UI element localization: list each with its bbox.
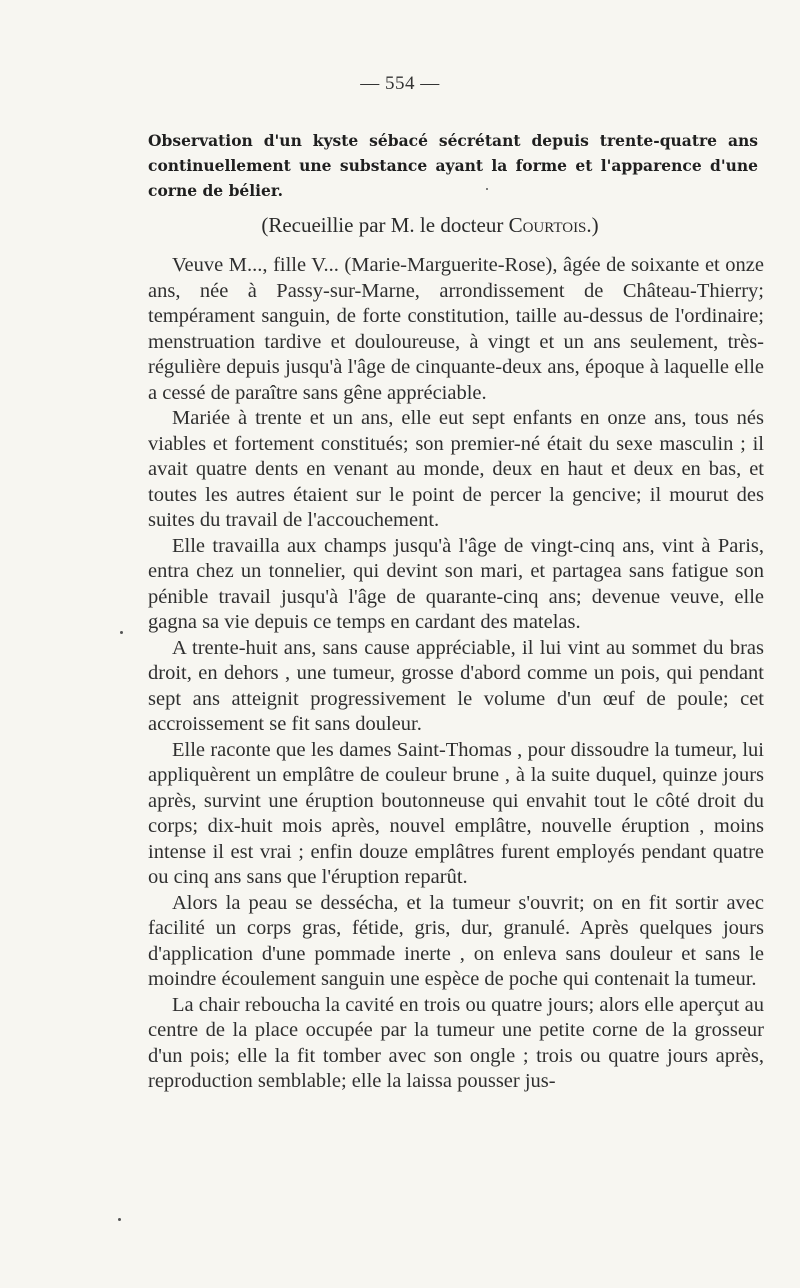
credit-line bbox=[0, 213, 800, 238]
observation-title: Observation d'un kyste sébacé sécrétant depuis trente-quatre ans continuellement une substance ayant la forme et l'apparence d'une corne de bélier. bbox=[148, 131, 758, 200]
paragraph-tumor-onset: A trente-huit ans, sans cause appréciable, il lui vint au sommet du bras droit, en dehors , une tumeur, grosse d'abord comme un pois, qui pendant sept ans atteignit progressivement le volume d'un œuf de poule; cet accroissement se fit sans douleur. bbox=[148, 636, 764, 735]
paragraph-horn-growth: La chair reboucha la cavité en trois ou quatre jours; alors elle aperçut au centre de la place occupée par la tumeur une petite corne de la grosseur d'un pois; elle la fit tomber avec son ongle ; trois ou quatre jours après, reproduction semblable; elle la laissa pousser jus- bbox=[148, 993, 764, 1092]
page-number: — 554 — bbox=[360, 73, 440, 94]
paper-speck bbox=[118, 1218, 121, 1221]
paragraph-tumor-opening: Alors la peau se dessécha, et la tumeur s'ouvrit; on en fit sortir avec facilité un corps gras, fétide, gris, dur, granulé. Après quelques jours d'application d'une pommade inerte , on enleva sans douleur et sans le moindre écoulement sanguin une espèce de poche qui contenait la tumeur. bbox=[148, 891, 764, 990]
credit-author-name: Courtois bbox=[508, 213, 587, 237]
paragraph-marriage-children: Mariée à trente et un ans, elle eut sept enfants en onze ans, tous nés viables et fortement constitués; son premier-né était du sexe masculin ; il avait quatre dents en venant au monde, deux en haut et deux en bas, et toutes les autres étaient sur le point de percer la gencive; il mourut des suites du travail de l'accouchement. bbox=[148, 407, 764, 531]
paper-speck bbox=[486, 188, 488, 190]
credit-prefix: (Recueillie par M. le docteur bbox=[261, 213, 509, 237]
body-text bbox=[148, 253, 764, 1095]
paragraph-patient-history: Veuve M..., fille V... (Marie-Marguerite-Rose), âgée de soixante et onze ans, née à Passy-sur-Marne, arrondissement de Château-Thierry; tempérament sanguin, de forte constitution, taille au-dessus de l'ordinaire; menstruation tardive et douloureuse, à vingt et un ans seulement, très-régulière depuis jusqu'à l'âge de cinquante-deux ans, époque à laquelle elle a cessé de paraître sans gêne appréciable. bbox=[148, 254, 764, 404]
credit-suffix: .) bbox=[586, 213, 599, 237]
paragraph-plaster-treatment: Elle raconte que les dames Saint-Thomas , pour dissoudre la tumeur, lui appliquèrent un emplâtre de couleur brune , à la suite duquel, quinze jours après, survint une éruption boutonneuse qui envahit tout le côté droit du corps; dix-huit mois après, nouvel emplâtre, nouvelle éruption , moins intense il est vrai ; enfin douze emplâtres furent employés pendant quatre ou cinq ans sans que l'éruption reparût. bbox=[148, 738, 764, 888]
paragraph-work-life: Elle travailla aux champs jusqu'à l'âge de vingt-cinq ans, vint à Paris, entra chez un tonnelier, qui devint son mari, et partagea sans fatigue son pénible travail jusqu'à l'âge de quarante-cinq ans; devenue veuve, elle gagna sa vie depuis ce temps en cardant des matelas. bbox=[148, 534, 764, 633]
paper-speck bbox=[120, 631, 123, 634]
